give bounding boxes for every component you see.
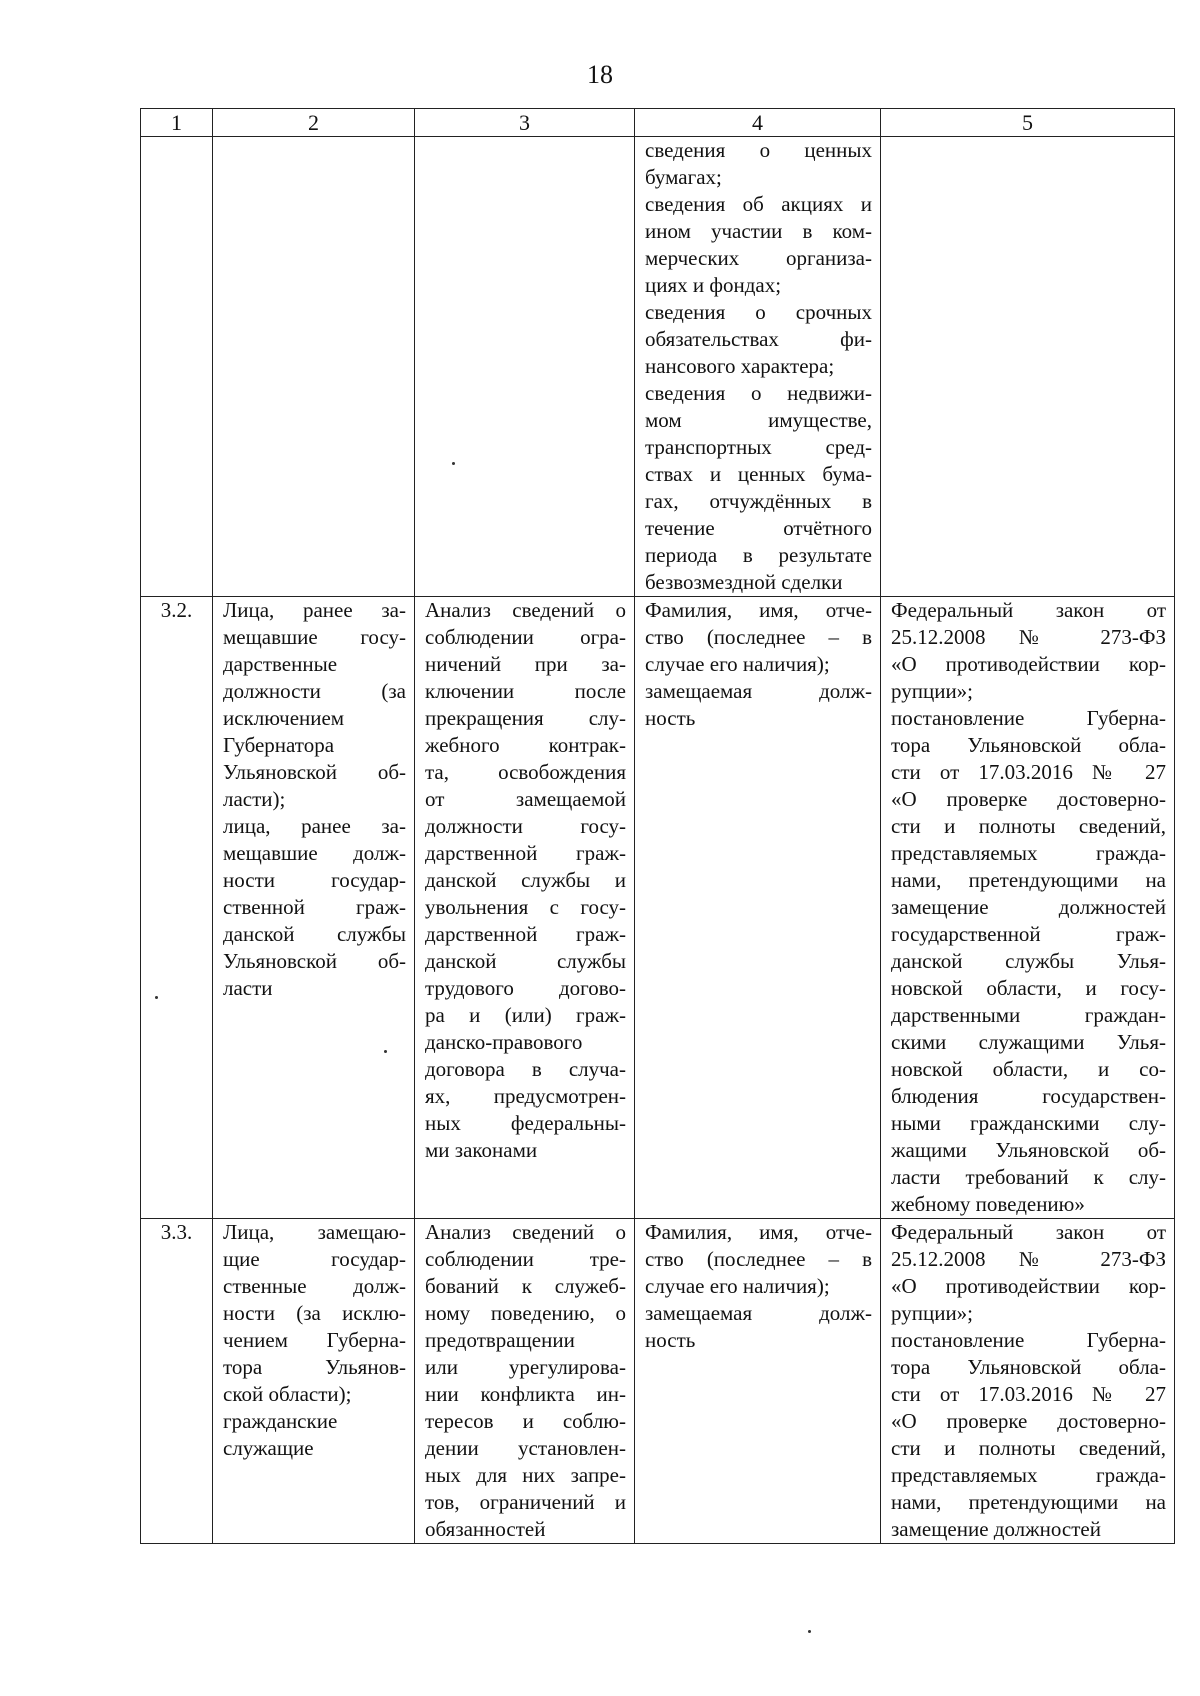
measures-text (425, 597, 626, 1164)
text-line: трудового догово- (425, 976, 626, 1000)
text-line: ми законами (425, 1138, 538, 1162)
text-line: постановление Губерна- (891, 1328, 1166, 1352)
cell-legal-basis (881, 597, 1175, 1219)
text-line: исключением (223, 706, 345, 730)
text-line: ствах и ценных бума- (645, 462, 872, 486)
cell-legal-basis (881, 1219, 1175, 1544)
text-line: сти от 17.03.2016 № 27 (891, 1382, 1166, 1406)
text-line: течение отчётного (645, 516, 872, 540)
scan-speck (452, 462, 455, 465)
text-line: прекращения слу- (425, 706, 626, 730)
text-line: ра и (или) граж- (425, 1003, 626, 1027)
text-line: соблюдении тре- (425, 1247, 626, 1271)
table-row (141, 1219, 1175, 1544)
text-line: гах, отчуждённых в (645, 489, 872, 513)
text-line: замещение должностей (891, 1517, 1101, 1541)
text-line: жебному поведению» (891, 1192, 1085, 1216)
cell-information (635, 1219, 881, 1544)
text-line: ных для них запре- (425, 1463, 626, 1487)
text-line: замещаемая долж- (645, 679, 872, 703)
text-line: Федеральный закон от (891, 598, 1166, 622)
text-line: гражданские (223, 1409, 338, 1433)
text-line: Губернатора (223, 733, 335, 757)
text-line: Лица, ранее за- (223, 598, 406, 622)
text-line: ственные долж- (223, 1274, 406, 1298)
subjects-text (223, 597, 406, 1002)
text-line: дарственной граж- (425, 841, 626, 865)
column-header-2: 2 (213, 109, 415, 137)
text-line: представляемых гражда- (891, 841, 1166, 865)
text-line: тора Ульяновской обла- (891, 1355, 1166, 1379)
text-line: сведения о недвижи- (645, 381, 872, 405)
text-line: бумагах; (645, 165, 722, 189)
text-line: или урегулирова- (425, 1355, 626, 1379)
column-header-5: 5 (881, 109, 1175, 137)
scan-speck (155, 996, 158, 999)
text-line: ными гражданскими слу- (891, 1111, 1166, 1135)
text-line: увольнения с госу- (425, 895, 626, 919)
text-line: транспортных сред- (645, 435, 872, 459)
cell-measures (415, 597, 635, 1219)
text-line: данской службы Улья- (891, 949, 1166, 973)
text-line: чением Губерна- (223, 1328, 406, 1352)
cell-legal-basis (881, 137, 1175, 597)
text-line: жащими Ульяновской об- (891, 1138, 1166, 1162)
text-line: Анализ сведений о (425, 598, 626, 622)
scan-speck (384, 1050, 387, 1053)
text-line: замещаемая долж- (645, 1301, 872, 1325)
text-line: рупции»; (891, 679, 974, 703)
text-line: та, освобождения (425, 760, 626, 784)
text-line: должности госу- (425, 814, 626, 838)
text-line: ство (последнее – в (645, 1247, 872, 1271)
text-line: нами, претендующими на (891, 868, 1166, 892)
text-line: жебного контрак- (425, 733, 626, 757)
text-line: ничений при за- (425, 652, 626, 676)
cell-number: 3.2. (141, 597, 213, 1219)
data-table (140, 108, 1175, 1544)
text-line: сведения о ценных (645, 138, 872, 162)
text-line: мом имуществе, (645, 408, 872, 432)
text-line: нансового характера; (645, 354, 835, 378)
subjects-text (223, 1219, 406, 1462)
text-line: периода в результате (645, 543, 872, 567)
text-line: тора Ульянов- (223, 1355, 406, 1379)
text-line: ласти требований к слу- (891, 1165, 1166, 1189)
text-line: дении установлен- (425, 1436, 626, 1460)
text-line: 25.12.2008 № 273-ФЗ (891, 625, 1166, 649)
text-line: обязанностей (425, 1517, 546, 1541)
text-line: дарственные (223, 652, 338, 676)
text-line: скими служащими Улья- (891, 1030, 1166, 1054)
text-line: безвозмездной сделки (645, 570, 843, 594)
legal-basis-text (891, 1219, 1166, 1543)
text-line: мерческих организа- (645, 246, 872, 270)
text-line: ской области); (223, 1382, 352, 1406)
cell-information (635, 597, 881, 1219)
text-line: случае его наличия); (645, 1274, 830, 1298)
scan-speck (808, 1630, 811, 1633)
text-line: должности (за (223, 679, 406, 703)
legal-basis-text (891, 597, 1166, 1218)
text-line: новской области, и госу- (891, 976, 1166, 1000)
text-line: ином участии в ком- (645, 219, 872, 243)
text-line: рупции»; (891, 1301, 974, 1325)
text-line: нами, претендующими на (891, 1490, 1166, 1514)
cell-subjects (213, 1219, 415, 1544)
text-line: предотвращении (425, 1328, 575, 1352)
text-line: государственной граж- (891, 922, 1166, 946)
text-line: ласти (223, 976, 273, 1000)
text-line: сти и полноты сведений, (891, 1436, 1166, 1460)
text-line: ность (645, 706, 696, 730)
text-line: тора Ульяновской обла- (891, 733, 1166, 757)
text-line: Лица, замещаю- (223, 1220, 406, 1244)
text-line: случае его наличия); (645, 652, 830, 676)
text-line: замещение должностей (891, 895, 1166, 919)
text-line: обязательствах фи- (645, 327, 872, 351)
text-line: постановление Губерна- (891, 706, 1166, 730)
text-line: Федеральный закон от (891, 1220, 1166, 1244)
text-line: «О противодействии кор- (891, 1274, 1166, 1298)
text-line: сти и полноты сведений, (891, 814, 1166, 838)
table-header-row (141, 109, 1175, 137)
text-line: ности государ- (223, 868, 406, 892)
text-line: тов, ограничений и (425, 1490, 626, 1514)
cell-measures (415, 137, 635, 597)
text-line: ство (последнее – в (645, 625, 872, 649)
text-line: договора в случа- (425, 1057, 626, 1081)
text-line: соблюдении огра- (425, 625, 626, 649)
text-line: ности (за исклю- (223, 1301, 406, 1325)
cell-information (635, 137, 881, 597)
text-line: от замещаемой (425, 787, 626, 811)
information-text (645, 597, 872, 732)
text-line: мещавшие долж- (223, 841, 406, 865)
text-line: данской службы (223, 922, 406, 946)
text-line: ях, предусмотрен- (425, 1084, 626, 1108)
text-line: Фамилия, имя, отче- (645, 1220, 872, 1244)
text-line: данской службы и (425, 868, 626, 892)
text-line: «О противодействии кор- (891, 652, 1166, 676)
cell-measures (415, 1219, 635, 1544)
text-line: данской службы (425, 949, 626, 973)
text-line: сведения о срочных (645, 300, 872, 324)
table-row-continued (141, 137, 1175, 597)
text-line: Фамилия, имя, отче- (645, 598, 872, 622)
text-line: ных федеральны- (425, 1111, 626, 1135)
text-line: новской области, и со- (891, 1057, 1166, 1081)
text-line: сведения об акциях и (645, 192, 872, 216)
text-line: блюдения государствен- (891, 1084, 1166, 1108)
text-line: нии конфликта ин- (425, 1382, 626, 1406)
text-line: Ульяновской об- (223, 760, 406, 784)
text-line: 25.12.2008 № 273-ФЗ (891, 1247, 1166, 1271)
cell-subjects (213, 597, 415, 1219)
cell-number (141, 137, 213, 597)
text-line: ключении после (425, 679, 626, 703)
text-line: Ульяновской об- (223, 949, 406, 973)
text-line: циях и фондах; (645, 273, 782, 297)
column-header-4: 4 (635, 109, 881, 137)
column-header-1: 1 (141, 109, 213, 137)
information-text (645, 1219, 872, 1354)
column-header-3: 3 (415, 109, 635, 137)
text-line: дарственной граж- (425, 922, 626, 946)
text-line: ному поведению, о (425, 1301, 626, 1325)
text-line: ственной граж- (223, 895, 406, 919)
measures-text (425, 1219, 626, 1543)
text-line: тересов и соблю- (425, 1409, 626, 1433)
text-line: ласти); (223, 787, 286, 811)
text-line: щие государ- (223, 1247, 406, 1271)
text-line: данско-правового (425, 1030, 583, 1054)
cell-number: 3.3. (141, 1219, 213, 1544)
text-line: «О проверке достоверно- (891, 787, 1166, 811)
text-line: сти от 17.03.2016 № 27 (891, 760, 1166, 784)
text-line: бований к служеб- (425, 1274, 626, 1298)
cell-subjects (213, 137, 415, 597)
text-line: представляемых гражда- (891, 1463, 1166, 1487)
text-line: мещавшие госу- (223, 625, 406, 649)
text-line: «О проверке достоверно- (891, 1409, 1166, 1433)
page-number: 18 (587, 60, 613, 89)
text-line: дарственными граждан- (891, 1003, 1166, 1027)
text-line: ность (645, 1328, 696, 1352)
text-line: Анализ сведений о (425, 1220, 626, 1244)
text-line: служащие (223, 1436, 314, 1460)
information-text (645, 137, 872, 596)
text-line: лица, ранее за- (223, 814, 406, 838)
table-row (141, 597, 1175, 1219)
